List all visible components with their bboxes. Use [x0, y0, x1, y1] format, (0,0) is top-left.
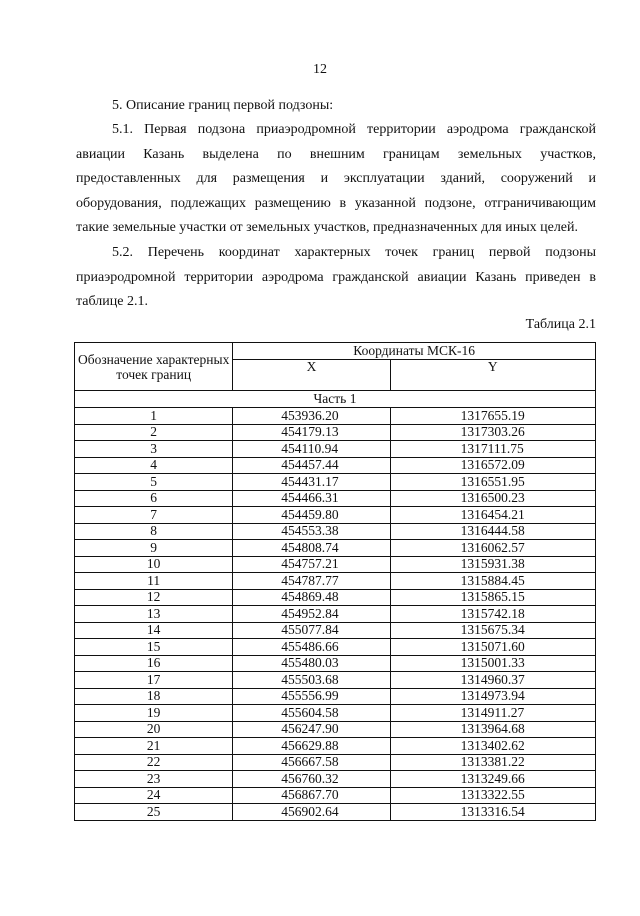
point-number-cell: 19 — [75, 705, 233, 722]
table-row — [75, 738, 596, 755]
x-coordinate-value: 456902.64 — [281, 803, 339, 819]
y-coordinate-cell — [390, 457, 595, 474]
point-number-cell: 8 — [75, 523, 233, 540]
x-coordinate-cell — [233, 408, 390, 425]
x-coordinate-cell — [233, 556, 390, 573]
point-number-cell: 2 — [75, 424, 233, 441]
y-coordinate-cell — [390, 424, 595, 441]
x-coordinate-cell — [233, 672, 390, 689]
x-coordinate-cell — [233, 540, 390, 557]
x-coordinate-value: 456629.88 — [281, 737, 339, 753]
y-coordinate-cell — [390, 507, 595, 524]
y-coordinate-value: 1315865.15 — [460, 589, 525, 605]
point-number-cell: 10 — [75, 556, 233, 573]
y-coordinate-cell — [390, 754, 595, 771]
table-row — [75, 507, 596, 524]
y-coordinate-value: 1314911.27 — [460, 704, 525, 720]
y-coordinate-cell — [390, 705, 595, 722]
section-heading-text: 5. Описание границ первой подзоны: — [112, 98, 334, 113]
point-number-cell: 14 — [75, 622, 233, 639]
y-coordinate-cell — [390, 771, 595, 788]
x-coordinate-value: 456667.58 — [281, 754, 339, 770]
y-coordinate-value: 1313322.55 — [460, 787, 525, 803]
point-number-cell: 11 — [75, 573, 233, 590]
x-coordinate-cell — [233, 606, 390, 623]
y-coordinate-cell — [390, 490, 595, 507]
y-coordinate-cell — [390, 441, 595, 458]
y-coordinate-value: 1313381.22 — [460, 754, 525, 770]
x-coordinate-cell — [233, 655, 390, 672]
y-coordinate-value: 1316572.09 — [460, 457, 525, 473]
y-coordinate-value: 1317655.19 — [460, 407, 525, 423]
point-number-cell: 17 — [75, 672, 233, 689]
x-coordinate-value: 454179.13 — [281, 424, 339, 440]
y-coordinate-value: 1313316.54 — [460, 803, 525, 819]
y-coordinate-value: 1315931.38 — [460, 556, 525, 572]
y-coordinate-cell — [390, 523, 595, 540]
point-number-cell: 16 — [75, 655, 233, 672]
x-coordinate-cell — [233, 490, 390, 507]
y-coordinate-cell — [390, 738, 595, 755]
x-coordinate-value: 455556.99 — [281, 688, 339, 704]
table-row — [75, 490, 596, 507]
y-coordinate-cell — [390, 672, 595, 689]
x-coordinate-cell — [233, 441, 390, 458]
page-number: 12 — [313, 62, 327, 77]
part-label: Часть 1 — [75, 391, 596, 408]
y-coordinate-cell — [390, 721, 595, 738]
point-number-cell: 3 — [75, 441, 233, 458]
y-coordinate-value: 1315742.18 — [460, 605, 525, 621]
paragraph-5-2: 5.2. Перечень координат характерных точек границ первой подзоны приаэродромной территории аэродрома гражданской авиации Казань приведен в таблице 2.1. — [76, 245, 596, 309]
table-row — [75, 721, 596, 738]
x-coordinate-cell — [233, 589, 390, 606]
part-row — [75, 391, 596, 408]
y-coordinate-cell — [390, 589, 595, 606]
x-coordinate-cell — [233, 474, 390, 491]
point-number-cell: 12 — [75, 589, 233, 606]
point-number-cell: 24 — [75, 787, 233, 804]
x-coordinate-value: 455604.58 — [281, 704, 339, 720]
table-row — [75, 754, 596, 771]
x-coordinate-value: 454459.80 — [281, 506, 339, 522]
x-coordinate-value: 453936.20 — [281, 407, 339, 423]
header-coordinates: Координаты МСК-16 — [233, 343, 596, 360]
y-coordinate-cell — [390, 787, 595, 804]
header-x: X — [233, 360, 390, 391]
x-coordinate-value: 454869.48 — [281, 589, 339, 605]
x-coordinate-value: 454431.17 — [281, 473, 339, 489]
table-row — [75, 655, 596, 672]
point-number-cell: 20 — [75, 721, 233, 738]
table-row — [75, 424, 596, 441]
table-row — [75, 639, 596, 656]
table-row — [75, 705, 596, 722]
x-coordinate-cell — [233, 523, 390, 540]
point-number-cell: 22 — [75, 754, 233, 771]
x-coordinate-value: 454466.31 — [281, 490, 339, 506]
y-coordinate-value: 1313402.62 — [460, 737, 525, 753]
y-coordinate-cell — [390, 804, 595, 821]
y-coordinate-value: 1314960.37 — [460, 671, 525, 687]
y-coordinate-value: 1315884.45 — [460, 572, 525, 588]
y-coordinate-value: 1316551.95 — [460, 473, 525, 489]
x-coordinate-value: 454457.44 — [281, 457, 339, 473]
x-coordinate-cell — [233, 738, 390, 755]
point-number-cell: 1 — [75, 408, 233, 425]
y-coordinate-cell — [390, 639, 595, 656]
point-number-cell: 23 — [75, 771, 233, 788]
y-coordinate-value: 1316062.57 — [460, 539, 525, 555]
coordinates-table — [74, 342, 596, 821]
y-coordinate-value: 1315001.33 — [460, 655, 525, 671]
table-row — [75, 771, 596, 788]
table-row — [75, 474, 596, 491]
x-coordinate-cell — [233, 622, 390, 639]
y-coordinate-value: 1316500.23 — [460, 490, 525, 506]
table-row — [75, 540, 596, 557]
point-number-cell: 18 — [75, 688, 233, 705]
point-number-cell: 25 — [75, 804, 233, 821]
x-coordinate-value: 455077.84 — [281, 622, 339, 638]
table-row — [75, 457, 596, 474]
table-row — [75, 408, 596, 425]
x-coordinate-cell — [233, 804, 390, 821]
y-coordinate-cell — [390, 556, 595, 573]
x-coordinate-value: 454757.21 — [281, 556, 339, 572]
y-coordinate-cell — [390, 540, 595, 557]
x-coordinate-cell — [233, 754, 390, 771]
y-coordinate-cell — [390, 688, 595, 705]
section-heading — [76, 94, 596, 119]
table-row — [75, 523, 596, 540]
header-point-designation: Обозначение характерных точек границ — [75, 343, 233, 391]
table-row — [75, 622, 596, 639]
point-number-cell: 13 — [75, 606, 233, 623]
x-coordinate-cell — [233, 705, 390, 722]
x-coordinate-value: 455503.68 — [281, 671, 339, 687]
y-coordinate-value: 1316454.21 — [460, 506, 525, 522]
point-number-cell: 4 — [75, 457, 233, 474]
x-coordinate-cell — [233, 787, 390, 804]
table-body — [75, 391, 596, 821]
y-coordinate-cell — [390, 474, 595, 491]
header-y: Y — [390, 360, 595, 391]
point-number-cell: 5 — [75, 474, 233, 491]
table-row — [75, 556, 596, 573]
y-coordinate-value: 1317111.75 — [460, 440, 524, 456]
x-coordinate-cell — [233, 507, 390, 524]
y-coordinate-cell — [390, 408, 595, 425]
y-coordinate-cell — [390, 622, 595, 639]
x-coordinate-cell — [233, 573, 390, 590]
x-coordinate-value: 454808.74 — [281, 539, 339, 555]
point-number-cell: 6 — [75, 490, 233, 507]
y-coordinate-value: 1317303.26 — [460, 424, 525, 440]
table-caption: Таблица 2.1 — [525, 317, 596, 332]
x-coordinate-value: 454110.94 — [281, 440, 339, 456]
x-coordinate-cell — [233, 639, 390, 656]
y-coordinate-value: 1313249.66 — [460, 770, 525, 786]
point-number-cell: 21 — [75, 738, 233, 755]
x-coordinate-value: 454952.84 — [281, 605, 339, 621]
x-coordinate-value: 456760.32 — [281, 770, 339, 786]
x-coordinate-value: 454553.38 — [281, 523, 339, 539]
table-row — [75, 441, 596, 458]
point-number-cell: 15 — [75, 639, 233, 656]
y-coordinate-cell — [390, 655, 595, 672]
y-coordinate-value: 1315675.34 — [460, 622, 525, 638]
table-row — [75, 589, 596, 606]
y-coordinate-value: 1316444.58 — [460, 523, 525, 539]
table-row — [75, 787, 596, 804]
y-coordinate-value: 1315071.60 — [460, 638, 525, 654]
table-row — [75, 573, 596, 590]
x-coordinate-cell — [233, 721, 390, 738]
x-coordinate-cell — [233, 688, 390, 705]
x-coordinate-value: 455486.66 — [281, 638, 339, 654]
x-coordinate-cell — [233, 424, 390, 441]
table-row — [75, 606, 596, 623]
y-coordinate-cell — [390, 606, 595, 623]
x-coordinate-value: 456867.70 — [281, 787, 339, 803]
paragraph-5-1: 5.1. Первая подзона приаэродромной территории аэродрома гражданской авиации Казань выделена по внешним границам земельных участков, предоставленных для размещения и эксплуатации зданий, сооружений и оборудования, подлежащих размещению в указанной подзоне, отграничивающим такие земельные участки от земельных участков, предназначенных для иных целей. — [76, 122, 596, 235]
x-coordinate-value: 454787.77 — [281, 572, 339, 588]
y-coordinate-value: 1313964.68 — [460, 721, 525, 737]
point-number-cell: 7 — [75, 507, 233, 524]
y-coordinate-cell — [390, 573, 595, 590]
table-row — [75, 672, 596, 689]
x-coordinate-value: 455480.03 — [281, 655, 339, 671]
y-coordinate-value: 1314973.94 — [460, 688, 525, 704]
table-row — [75, 688, 596, 705]
table-row — [75, 804, 596, 821]
x-coordinate-cell — [233, 457, 390, 474]
x-coordinate-cell — [233, 771, 390, 788]
x-coordinate-value: 456247.90 — [281, 721, 339, 737]
point-number-cell: 9 — [75, 540, 233, 557]
